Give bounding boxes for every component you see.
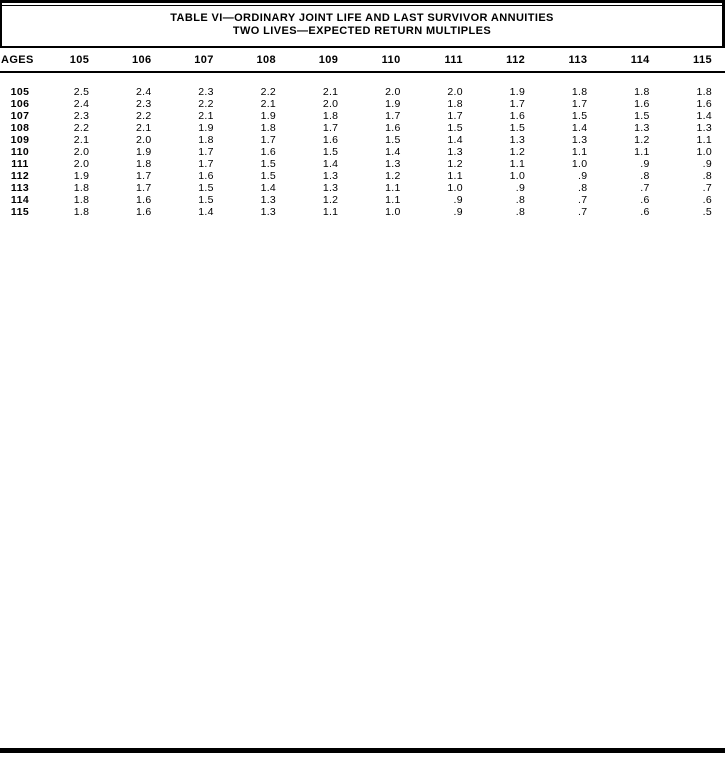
multiple-value-cell: 1.3: [509, 134, 526, 146]
multiple-value-cell: 2.3: [198, 86, 214, 98]
multiple-value-cell: 2.4: [136, 86, 152, 98]
multiple-value-cell: .9: [515, 182, 526, 194]
row-age-label: 112: [10, 170, 30, 182]
multiple-value-cell: .8: [702, 170, 712, 182]
row-age-label: 106: [10, 98, 30, 110]
column-header-106: 106: [102, 48, 164, 72]
multiple-value-cell: 1.1: [509, 158, 526, 170]
multiple-value-cell: 1.7: [385, 110, 401, 122]
multiple-value-cell: 1.8: [571, 86, 588, 98]
multiple-value-cell: .8: [578, 182, 588, 194]
multiple-value-cell: 1.7: [198, 158, 214, 170]
multiple-value-cell: .9: [640, 158, 650, 170]
multiple-value-cell: 1.4: [198, 206, 214, 218]
multiple-value-cell: 1.0: [385, 206, 401, 218]
multiple-value-cell: .9: [702, 158, 712, 170]
table-row: [0, 158, 725, 170]
multiple-value-cell: .6: [640, 194, 650, 206]
row-age-label: 111: [11, 158, 29, 170]
multiple-value-cell: 2.0: [385, 86, 401, 98]
multiple-value-cell: 2.0: [322, 98, 339, 110]
multiple-value-cell: 1.1: [447, 170, 463, 182]
table-row: [0, 206, 725, 218]
row-age-label: 115: [10, 206, 30, 218]
multiple-value-cell: 1.7: [447, 110, 463, 122]
top-double-rule-thin: [2, 5, 722, 6]
multiple-value-cell: 1.4: [385, 146, 401, 158]
multiple-value-cell: 2.1: [322, 86, 339, 98]
multiple-value-cell: 1.8: [73, 194, 90, 206]
table-body: [0, 72, 725, 218]
column-header-115: 115: [663, 48, 725, 72]
multiple-value-cell: 1.6: [198, 170, 214, 182]
multiple-value-cell: 1.6: [385, 122, 401, 134]
multiple-value-cell: 1.3: [260, 194, 277, 206]
multiple-value-cell: 1.7: [136, 170, 152, 182]
multiple-value-cell: 1.6: [509, 110, 526, 122]
multiple-value-cell: 1.9: [73, 170, 90, 182]
row-age-label: 109: [10, 134, 30, 146]
multiple-value-cell: 1.1: [696, 134, 712, 146]
multiple-value-cell: 1.9: [260, 110, 277, 122]
multiple-value-cell: 2.2: [198, 98, 214, 110]
table-row: [0, 72, 725, 98]
multiple-value-cell: 1.3: [571, 134, 588, 146]
multiple-value-cell: 1.5: [571, 110, 588, 122]
multiple-value-cell: .5: [702, 206, 712, 218]
multiple-value-cell: .9: [453, 206, 463, 218]
multiple-value-cell: 2.0: [73, 146, 90, 158]
table-title-line-1: TABLE VI—ORDINARY JOINT LIFE AND LAST SURVIVOR ANNUITIES: [170, 12, 554, 24]
multiple-value-cell: 1.9: [509, 86, 526, 98]
table-row: [0, 98, 725, 110]
multiple-value-cell: .9: [578, 170, 588, 182]
column-header-112: 112: [476, 48, 538, 72]
multiple-value-cell: 1.8: [696, 86, 712, 98]
table-title-line-2: TWO LIVES—EXPECTED RETURN MULTIPLES: [232, 25, 492, 37]
table-row: [0, 122, 725, 134]
multiple-value-cell: .7: [702, 182, 712, 194]
row-age-label: 114: [10, 194, 30, 206]
multiple-value-cell: 2.2: [136, 110, 152, 122]
multiple-value-cell: 1.9: [198, 122, 214, 134]
column-header-110: 110: [351, 48, 413, 72]
multiple-value-cell: 2.1: [73, 134, 90, 146]
multiple-value-cell: 1.5: [509, 122, 526, 134]
multiple-value-cell: 1.5: [322, 146, 339, 158]
multiple-value-cell: 1.9: [385, 98, 401, 110]
multiple-value-cell: 2.0: [73, 158, 90, 170]
multiple-value-cell: 1.6: [260, 146, 277, 158]
column-header-113: 113: [538, 48, 600, 72]
multiple-value-cell: 2.1: [198, 110, 214, 122]
multiple-value-cell: .6: [702, 194, 712, 206]
multiple-value-cell: .8: [515, 194, 526, 206]
multiple-value-cell: 1.3: [260, 206, 277, 218]
row-age-label: 108: [10, 122, 30, 134]
multiple-value-cell: 1.2: [634, 134, 650, 146]
multiple-value-cell: 1.7: [571, 98, 588, 110]
multiple-value-cell: .8: [515, 206, 526, 218]
table-row: [0, 134, 725, 146]
multiple-value-cell: 1.5: [198, 194, 214, 206]
page-bottom-rule: [0, 748, 725, 753]
multiple-value-cell: 1.5: [260, 170, 277, 182]
multiple-value-cell: 1.2: [509, 146, 526, 158]
multiple-value-cell: .7: [640, 182, 650, 194]
multiple-value-cell: 1.3: [322, 170, 339, 182]
multiple-value-cell: 1.5: [385, 134, 401, 146]
multiple-value-cell: 1.6: [136, 194, 152, 206]
column-header-107: 107: [165, 48, 227, 72]
multiple-value-cell: 1.9: [136, 146, 152, 158]
multiple-value-cell: 1.1: [322, 206, 339, 218]
multiple-value-cell: 2.0: [136, 134, 152, 146]
multiple-value-cell: 1.3: [385, 158, 401, 170]
table-row: [0, 146, 725, 158]
multiple-value-cell: .7: [578, 206, 588, 218]
multiple-value-cell: 1.2: [322, 194, 339, 206]
multiple-value-cell: 1.3: [447, 146, 463, 158]
multiple-value-cell: 2.1: [136, 122, 152, 134]
multiple-value-cell: 1.6: [634, 98, 650, 110]
column-header-109: 109: [289, 48, 351, 72]
multiple-value-cell: 1.8: [260, 122, 277, 134]
multiple-value-cell: 1.0: [509, 170, 526, 182]
multiple-value-cell: 1.8: [634, 86, 650, 98]
multiple-value-cell: 1.2: [447, 158, 463, 170]
multiple-value-cell: .8: [640, 170, 650, 182]
multiple-value-cell: 1.1: [385, 194, 401, 206]
multiple-value-cell: 2.0: [447, 86, 463, 98]
multiple-value-cell: 2.1: [260, 98, 277, 110]
multiple-value-cell: 1.0: [571, 158, 588, 170]
multiple-value-cell: 1.3: [696, 122, 712, 134]
multiple-value-cell: 1.7: [198, 146, 214, 158]
multiple-value-cell: 2.4: [73, 98, 90, 110]
multiple-value-cell: 1.4: [447, 134, 463, 146]
multiple-value-cell: 1.8: [322, 110, 339, 122]
multiple-value-cell: 2.2: [260, 86, 277, 98]
column-header-ages: AGES: [0, 48, 40, 72]
multiple-value-cell: .9: [453, 194, 463, 206]
multiple-value-cell: 1.0: [696, 146, 712, 158]
column-header-111: 111: [414, 48, 476, 72]
annuity-multiples-table: [0, 48, 725, 218]
multiple-value-cell: 1.7: [260, 134, 277, 146]
multiple-value-cell: 2.2: [73, 122, 90, 134]
multiple-value-cell: 1.8: [73, 206, 90, 218]
multiple-value-cell: 1.7: [322, 122, 339, 134]
table-row: [0, 182, 725, 194]
multiple-value-cell: 1.2: [385, 170, 401, 182]
multiple-value-cell: 1.5: [198, 182, 214, 194]
row-age-label: 110: [10, 146, 30, 158]
table-row: [0, 170, 725, 182]
multiple-value-cell: 1.8: [447, 98, 463, 110]
multiple-value-cell: 1.5: [447, 122, 463, 134]
multiple-value-cell: 1.1: [634, 146, 650, 158]
table-header: [0, 48, 725, 72]
table-title-box: [0, 0, 725, 46]
table-row: [0, 110, 725, 122]
multiple-value-cell: 1.6: [322, 134, 339, 146]
column-header-105: 105: [40, 48, 102, 72]
row-age-label: 107: [10, 110, 30, 122]
multiple-value-cell: 1.4: [260, 182, 277, 194]
multiple-value-cell: 2.3: [136, 98, 152, 110]
column-header-114: 114: [600, 48, 662, 72]
column-header-108: 108: [227, 48, 289, 72]
multiple-value-cell: 2.5: [73, 86, 90, 98]
multiple-value-cell: 1.7: [136, 182, 152, 194]
multiple-value-cell: 2.3: [73, 110, 90, 122]
multiple-value-cell: 1.4: [696, 110, 712, 122]
multiple-value-cell: 1.8: [198, 134, 214, 146]
multiple-value-cell: 1.5: [634, 110, 650, 122]
row-age-label: 105: [10, 86, 30, 98]
multiple-value-cell: 1.4: [571, 122, 588, 134]
multiple-value-cell: 1.8: [136, 158, 152, 170]
multiple-value-cell: 1.6: [136, 206, 152, 218]
multiple-value-cell: 1.1: [571, 146, 588, 158]
multiple-value-cell: 1.0: [447, 182, 463, 194]
multiple-value-cell: 1.3: [322, 182, 339, 194]
table-row: [0, 194, 725, 206]
multiple-value-cell: .6: [640, 206, 650, 218]
multiple-value-cell: 1.1: [385, 182, 401, 194]
multiple-value-cell: 1.3: [634, 122, 650, 134]
multiple-value-cell: 1.5: [260, 158, 277, 170]
multiple-value-cell: 1.4: [322, 158, 339, 170]
multiple-value-cell: .7: [578, 194, 588, 206]
multiple-value-cell: 1.8: [73, 182, 90, 194]
table-header-row: [0, 48, 725, 72]
multiple-value-cell: 1.7: [509, 98, 526, 110]
row-age-label: 113: [10, 182, 30, 194]
multiple-value-cell: 1.6: [696, 98, 712, 110]
